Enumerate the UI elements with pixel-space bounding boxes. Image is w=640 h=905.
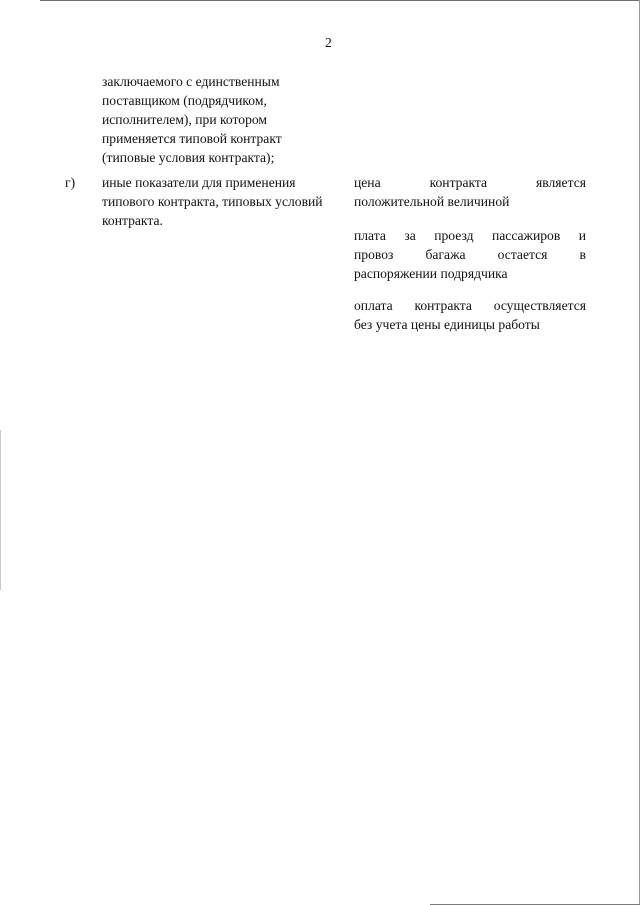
value1-word: контракта [429,175,488,190]
value3-line-1 [354,296,586,315]
block1-line-5: (типовые условия контракта); [102,150,275,165]
value3-word: осуществляется [493,298,586,313]
page-number: 2 [325,35,332,50]
value2-word: остается [497,247,548,262]
value1-word: является [536,175,586,190]
value3-line-2: без учета цены единицы работы [354,317,540,332]
item-g-left-line-3: контракта. [102,213,163,228]
value3-word: контракта [414,298,472,313]
block1-line-4: применяется типовой контракт [102,131,282,146]
value2-word: пассажиров [491,228,561,243]
value3-word: оплата [354,298,393,313]
block1-line-1: заключаемого с единственным [102,74,280,89]
value2-word: в [579,247,586,262]
block1-line-3: исполнителем), при котором [102,112,268,127]
value1-line-1 [354,173,586,192]
scan-edge-left [0,430,1,590]
item-g-left-line-1: иные показатели для применения [102,175,296,190]
block1-line-2: поставщиком (подрядчиком, [102,93,267,108]
value2-line-2 [354,245,586,264]
value1-line-2: положительной величиной [354,194,510,209]
value2-word: за [404,228,416,243]
value2-word: багажа [425,247,466,262]
value2-line-1 [354,226,586,245]
scan-edge-top [40,0,640,1]
item-g-left-line-2: типового контракта, типовых условий [102,194,323,209]
value2-word: и [578,228,586,243]
item-g-marker: г) [65,175,76,190]
value2-word: плата [354,228,386,243]
value2-line-3: распоряжении подрядчика [354,266,508,281]
value2-word: провоз [354,247,394,262]
value2-word: проезд [434,228,474,243]
value1-word: цена [354,175,381,190]
